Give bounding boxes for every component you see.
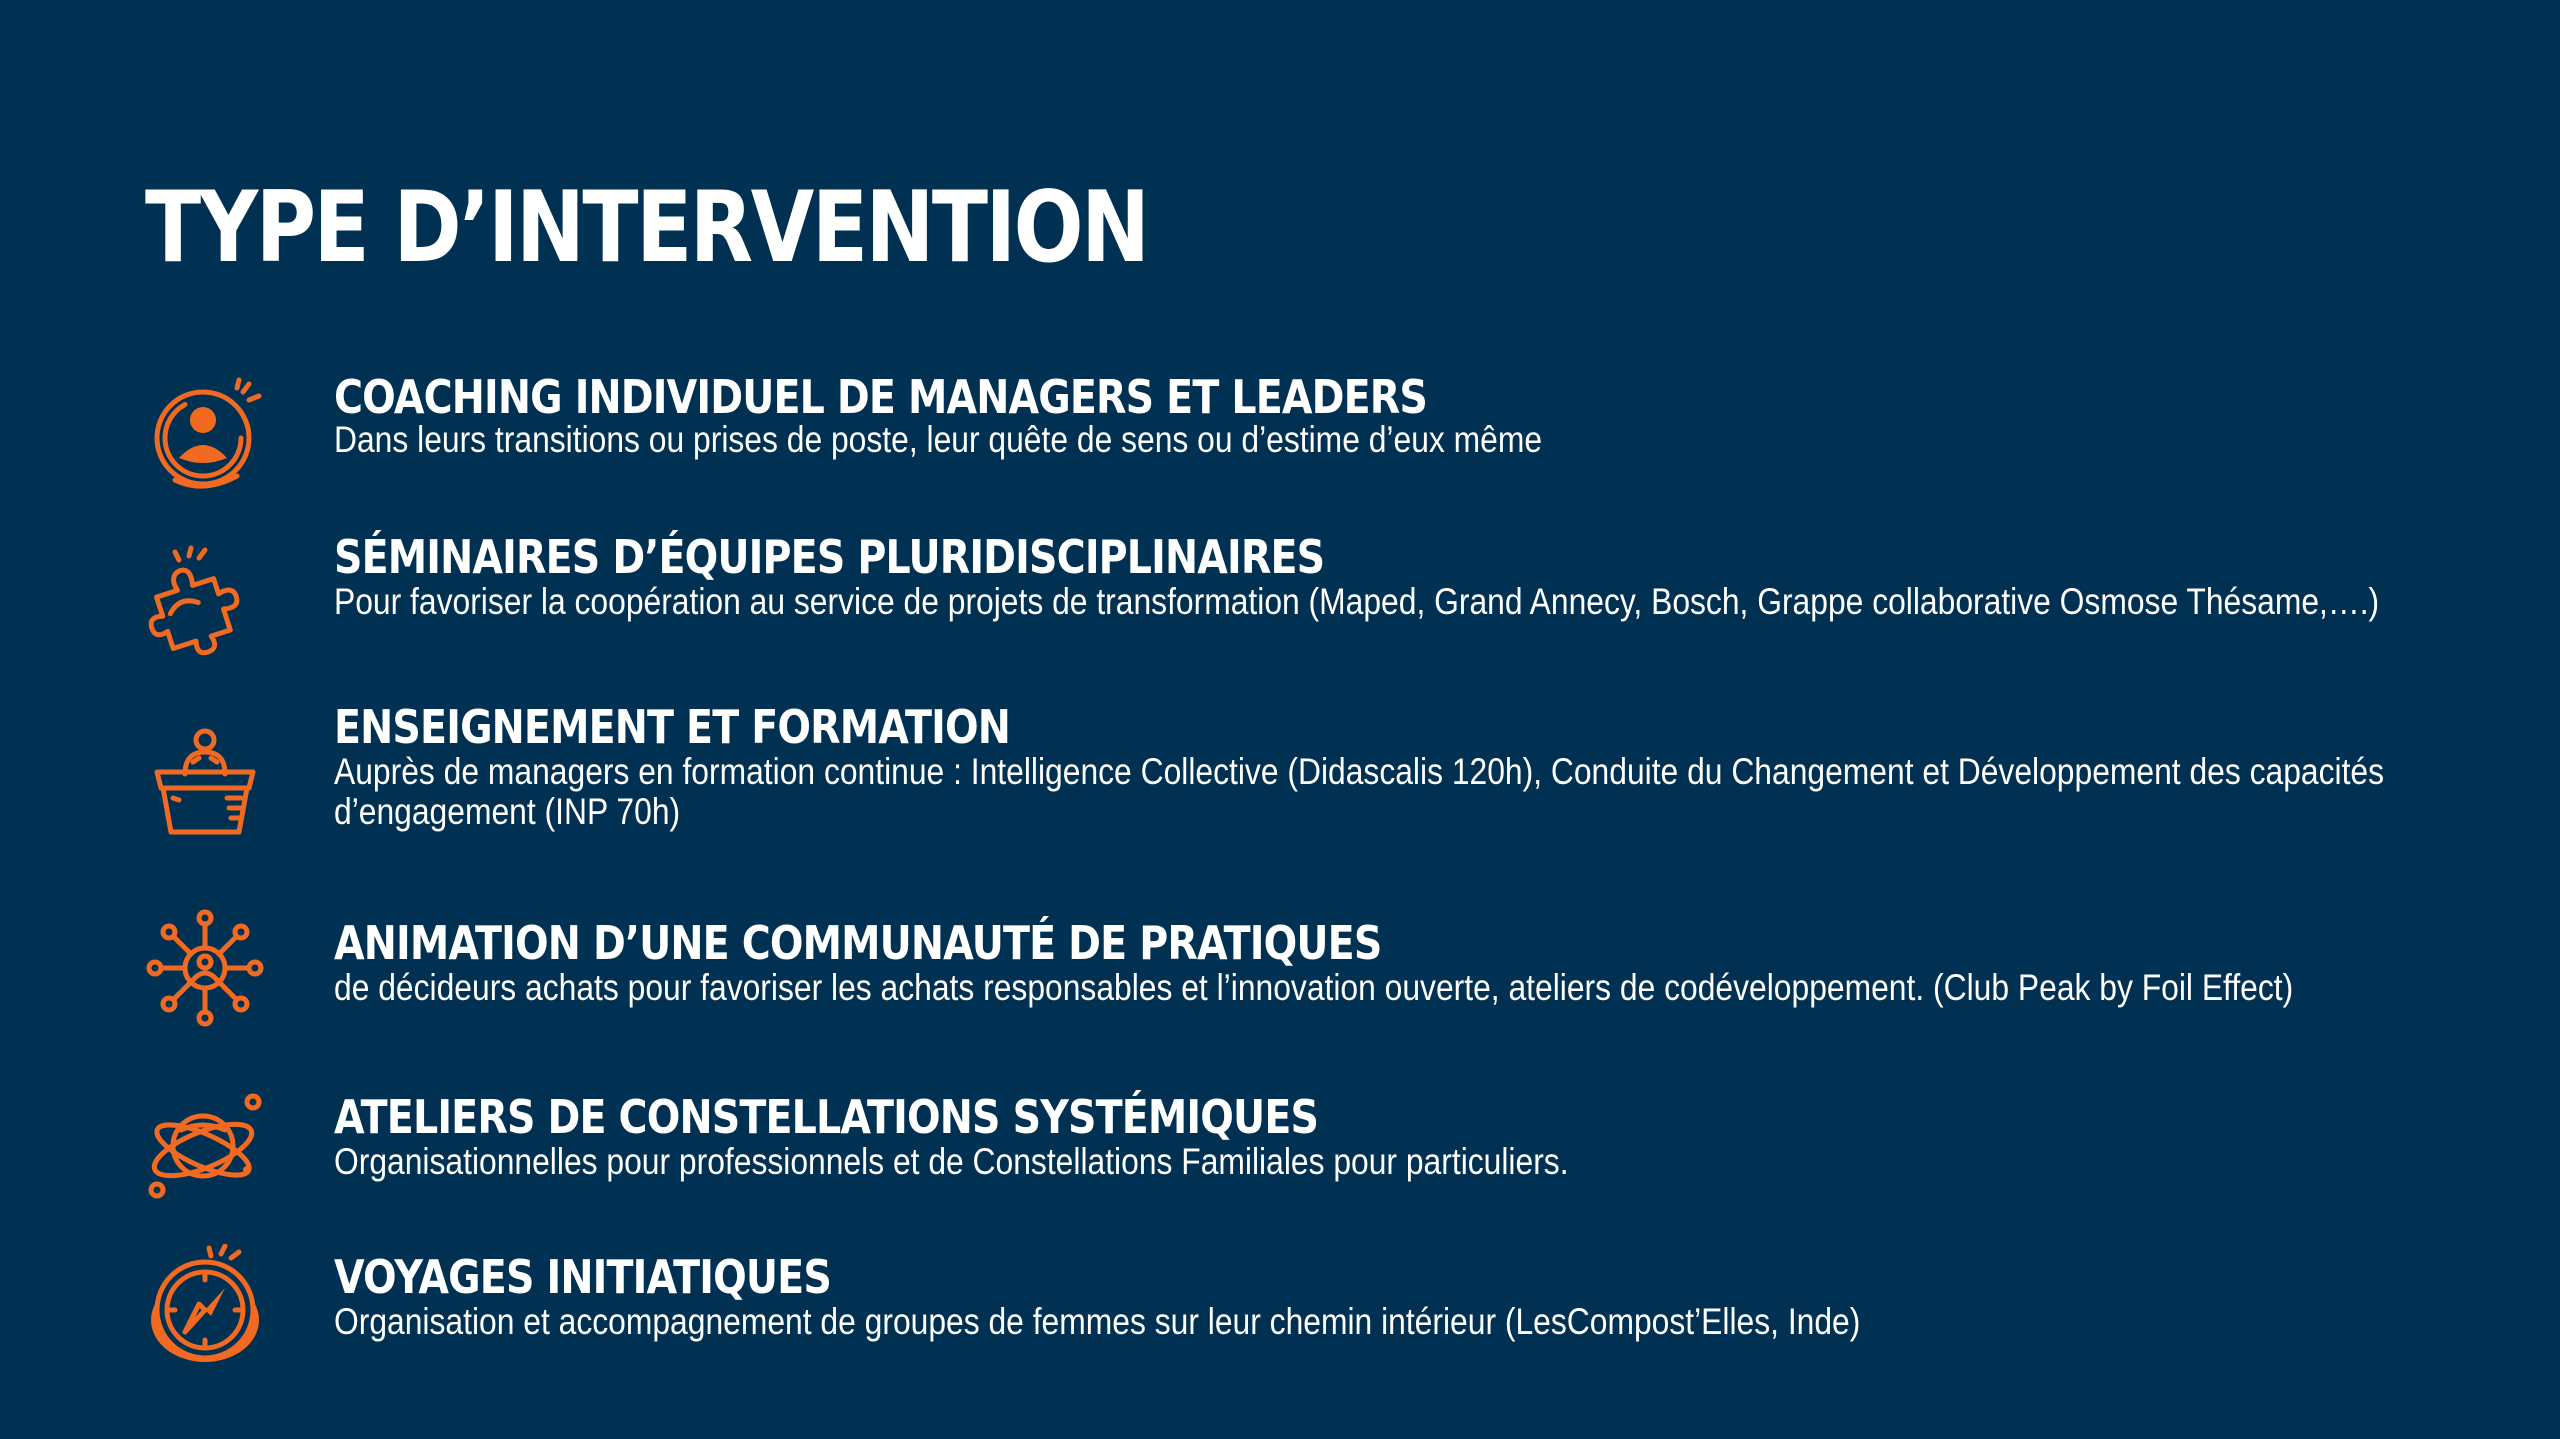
teacher-desk-icon [145,722,265,842]
puzzle-icon [145,544,265,664]
item-description: Dans leurs transitions ou prises de poste, leur quête de sens ou d’estime d’eux même [334,419,1543,460]
item-title: SÉMINAIRES D’ÉQUIPES PLURIDISCIPLINAIRES [334,530,1325,584]
item-description: Organisationnelles pour professionnels et de Constellations Familiales pour particuliers. [334,1141,1569,1182]
item-title: ATELIERS DE CONSTELLATIONS SYSTÉMIQUES [334,1090,1319,1144]
person-target-icon [145,376,265,496]
item-description: Organisation et accompagnement de groupes de femmes sur leur chemin intérieur (LesCompost’Elles, Inde) [334,1301,1861,1342]
orbit-planet-icon [145,1086,265,1206]
item-title: ENSEIGNEMENT ET FORMATION [334,700,1010,754]
page-title: TYPE D’INTERVENTION [145,171,1148,285]
item-description: de décideurs achats pour favoriser les achats responsables et l’innovation ouverte, ateliers de codéveloppement. (Club Peak by Foil Effect) [334,967,2294,1008]
item-description: Pour favoriser la coopération au service de projets de transformation (Maped, Grand Annecy, Bosch, Grappe collaborative Osmose Thésame,….) [334,581,2380,622]
community-network-icon [145,908,265,1028]
item-description: Auprès de managers en formation continue : Intelligence Collective (Didascalis 120h), Conduite du Changement et Développement des capacités d’engagement (INP 70h) [334,751,2385,832]
compass-icon [145,1244,265,1364]
item-title: VOYAGES INITIATIQUES [334,1250,831,1304]
item-title: ANIMATION D’UNE COMMUNAUTÉ DE PRATIQUES [334,916,1382,970]
item-title: COACHING INDIVIDUEL DE MANAGERS ET LEADERS [334,370,1428,424]
